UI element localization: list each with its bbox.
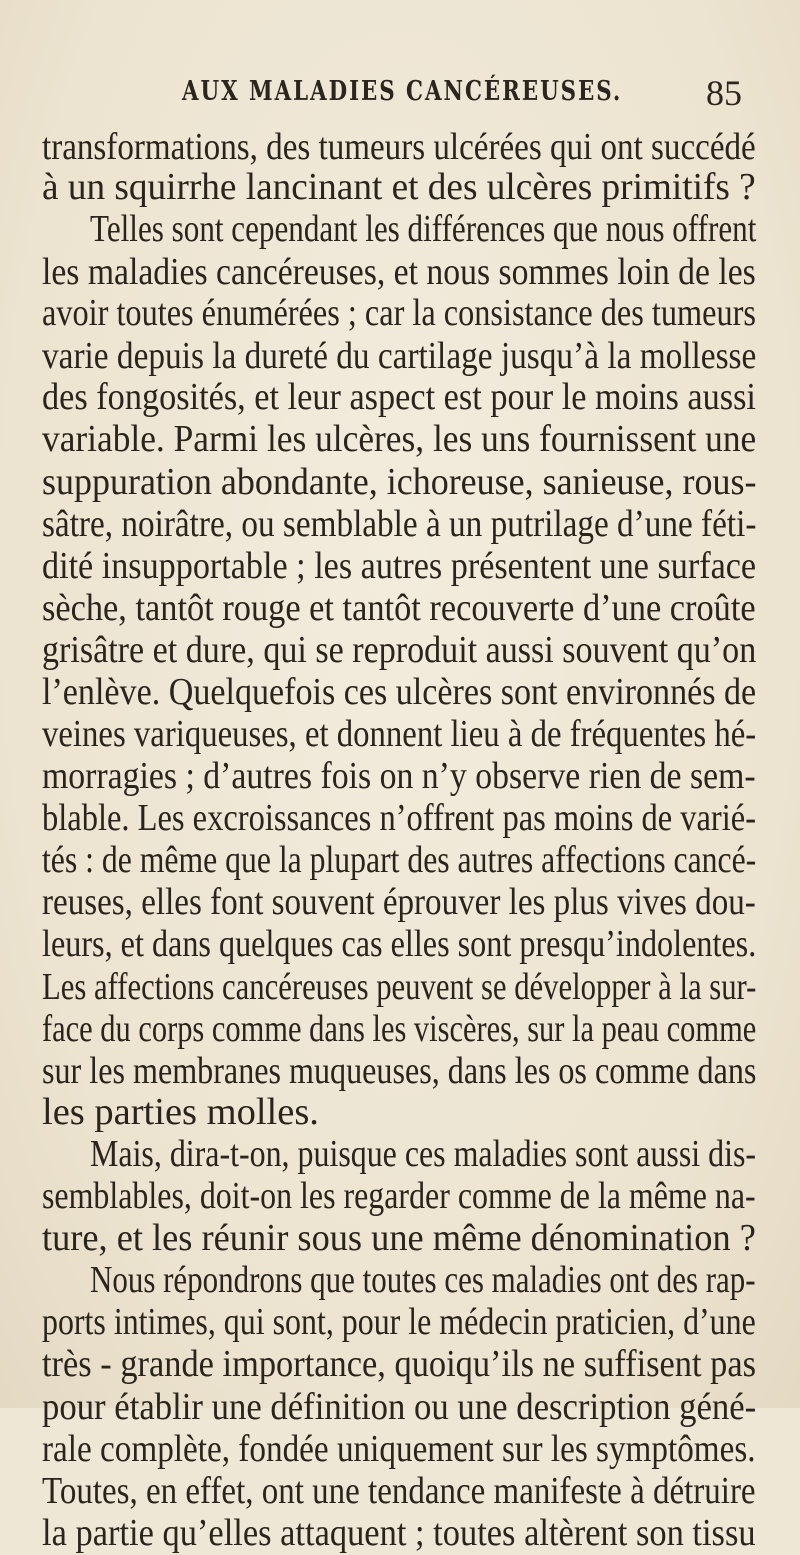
- text-line: avoir toutes énumérées ; car la consistance des tumeurs: [42, 292, 756, 334]
- text-line: des fongosités, et leur aspect est pour le moins aussi: [42, 376, 756, 418]
- text-line: morragies ; d’autres fois on n’y observe rien de sem-: [42, 755, 756, 797]
- text-line: veines variqueuses, et donnent lieu à de fréquentes hé-: [42, 713, 757, 755]
- text-line: l’enlève. Quelquefois ces ulcères sont environnés de: [42, 671, 757, 713]
- page-header: [182, 73, 742, 116]
- text-line: tés : de même que la plupart des autres affections cancé-: [42, 839, 757, 881]
- text-line: reuses, elles font souvent éprouver les plus vives dou-: [42, 881, 756, 923]
- text-line: face du corps comme dans les viscères, sur la peau comme: [42, 1008, 757, 1050]
- running-title: AUX MALADIES CANCÉREUSES.: [182, 76, 623, 107]
- text-line: pour établir une définition ou une description géné-: [42, 1386, 757, 1428]
- text-line: sâtre, noirâtre, ou semblable à un putrilage d’une féti-: [42, 503, 757, 545]
- text-line: varie depuis la dureté du cartilage jusqu’à la mollesse: [42, 335, 757, 377]
- text-line: rale complète, fondée uniquement sur les symptômes.: [42, 1428, 756, 1470]
- text-line: très - grande importance, quoiqu’ils ne suffisent pas: [42, 1343, 757, 1385]
- text-line: Toutes, en effet, ont une tendance manifeste à détruire: [42, 1470, 756, 1512]
- text-line: blable. Les excroissances n’offrent pas moins de varié-: [42, 797, 757, 839]
- text-line: sur les membranes muqueuses, dans les os comme dans: [42, 1050, 757, 1092]
- text-line: variable. Parmi les ulcères, les uns fournissent une: [42, 418, 757, 460]
- page-number: 85: [706, 73, 742, 113]
- text-line: Les affections cancéreuses peuvent se développer à la sur-: [42, 966, 757, 1008]
- text-line: leurs, et dans quelques cas elles sont presqu’indolentes.: [42, 923, 757, 965]
- text-line: Nous répondrons que toutes ces maladies ont des rap-: [90, 1259, 756, 1301]
- text-line: Telles sont cependant les différences que nous offrent: [90, 208, 757, 250]
- text-line: les maladies cancéreuses, et nous sommes loin de les: [42, 251, 756, 293]
- text-line: transformations, des tumeurs ulcérées qui ont succédé: [42, 126, 756, 168]
- text-line: ports intimes, qui sont, pour le médecin praticien, d’une: [42, 1301, 756, 1343]
- text-line: la partie qu’elles attaquent ; toutes altèrent son tissu: [42, 1512, 756, 1554]
- text-line: ture, et les réunir sous une même dénomination ?: [42, 1217, 756, 1259]
- text-line: à un squirrhe lancinant et des ulcères primitifs ?: [42, 166, 756, 208]
- text-line: sèche, tantôt rouge et tantôt recouverte d’une croûte: [42, 587, 756, 629]
- text-line: suppuration abondante, ichoreuse, sanieuse, rous-: [42, 461, 757, 503]
- text-line: grisâtre et dure, qui se reproduit aussi souvent qu’on: [42, 629, 757, 671]
- text-line: semblables, doit-on les regarder comme de la même na-: [42, 1175, 756, 1217]
- text-line: Mais, dira-t-on, puisque ces maladies sont aussi dis-: [90, 1133, 757, 1175]
- text-line: dité insupportable ; les autres présentent une surface: [42, 545, 757, 587]
- text-line: les parties molles.: [42, 1091, 319, 1133]
